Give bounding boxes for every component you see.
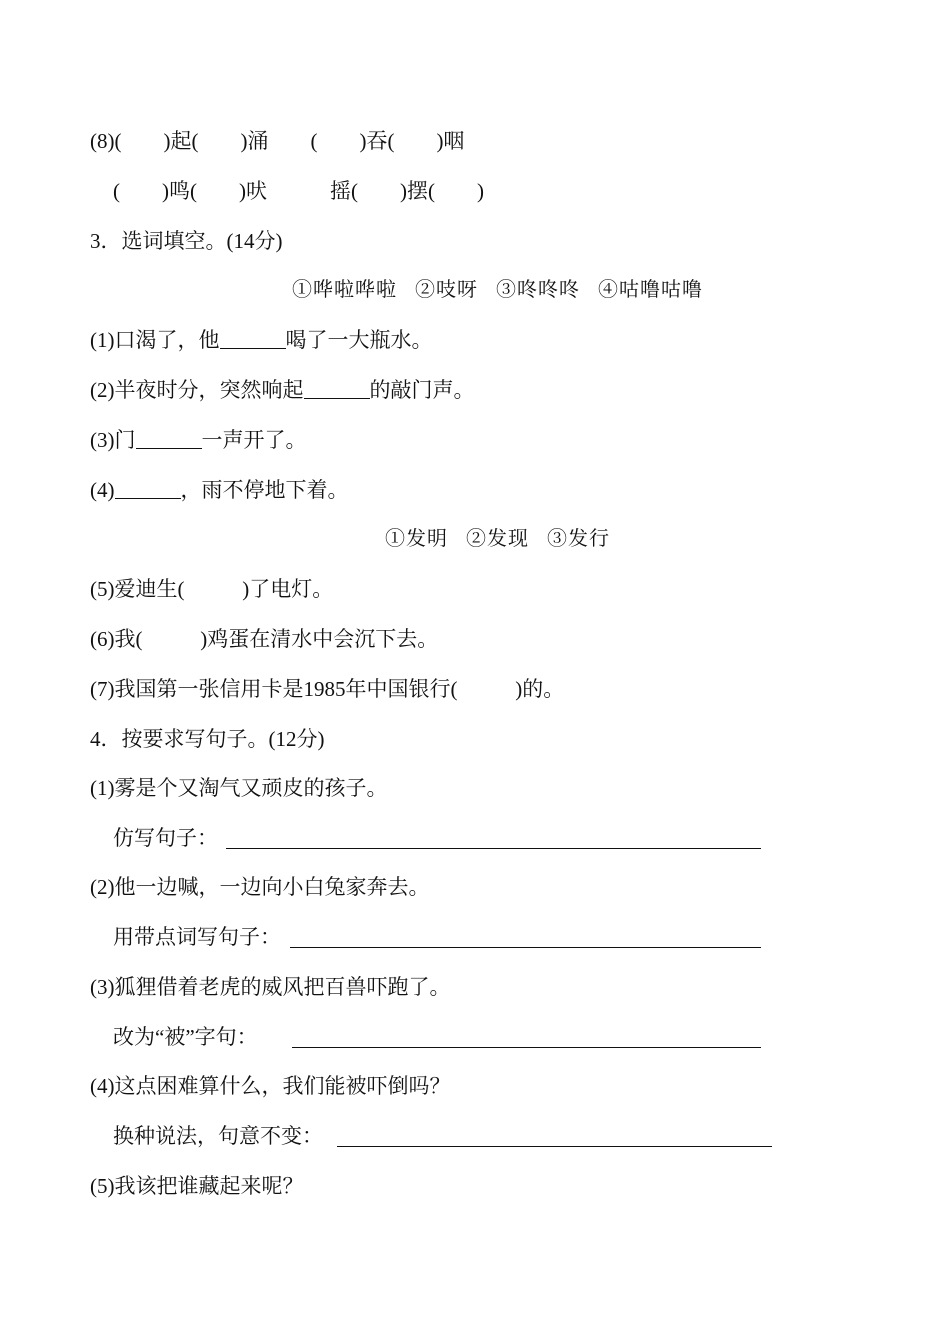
item-prefix: (4) — [90, 478, 115, 502]
answer-blank[interactable] — [115, 497, 181, 499]
q4-item-5-sentence: (5)我该把谁藏起来呢？ — [90, 1174, 304, 1198]
q3-options-b: ①发明 ②发现 ③发行 — [385, 528, 610, 550]
q4-item-2-sentence: (2)他一边喊，一边向小白兔家奔去。 — [90, 875, 430, 899]
q3-item-5: (5)爱迪生( )了电灯。 — [90, 577, 334, 601]
item-suffix: 的敲门声。 — [369, 378, 475, 402]
answer-blank[interactable] — [136, 447, 202, 449]
q3-item-2 — [90, 376, 475, 404]
item-prefix: (2)半夜时分，突然响起 — [90, 378, 304, 402]
q4-item-1-sentence: (1)雾是个又淘气又顽皮的孩子。 — [90, 776, 388, 800]
q3-heading: 3．选词填空。(14分) — [90, 229, 283, 253]
q4-item-2-prompt: 用带点词写句子： — [113, 925, 281, 949]
q3-item-7: (7)我国第一张信用卡是1985年中国银行( )的。 — [90, 677, 565, 701]
item-suffix: ，雨不停地下着。 — [180, 478, 349, 502]
q4-item-3-sentence: (3)狐狸借着老虎的威风把百兽吓跑了。 — [90, 975, 451, 999]
q4-heading: 4．按要求写句子。(12分) — [90, 727, 325, 751]
answer-blank[interactable] — [220, 347, 286, 349]
q3-item-6: (6)我( )鸡蛋在清水中会沉下去。 — [90, 627, 439, 651]
q4-item-1-answer-line[interactable] — [226, 848, 761, 849]
q4-item-3-answer-line[interactable] — [292, 1047, 761, 1048]
item-suffix: 一声开了。 — [201, 428, 307, 452]
item-suffix: 喝了一大瓶水。 — [285, 328, 433, 352]
q3-options-a: ①哗啦哗啦 ②吱呀 ③咚咚咚 ④咕噜咕噜 — [292, 279, 703, 301]
q2-item8-row1: (8)( )起( )涌 ( )吞( )咽 — [90, 129, 465, 153]
q4-item-4-sentence: (4)这点困难算什么，我们能被吓倒吗？ — [90, 1074, 451, 1098]
q4-item-4-answer-line[interactable] — [337, 1146, 772, 1147]
q4-item-4-prompt: 换种说法，句意不变： — [113, 1124, 323, 1148]
q4-item-2-answer-line[interactable] — [290, 947, 761, 948]
q4-item-1-prompt: 仿写句子： — [113, 826, 218, 850]
q4-item-3-prompt: 改为“被”字句： — [113, 1025, 258, 1049]
item-prefix: (3)门 — [90, 428, 136, 452]
q3-item-4 — [90, 476, 349, 504]
q2-item8-row2: ( )鸣( )吠 摇( )摆( ) — [113, 179, 484, 203]
q3-item-3 — [90, 426, 307, 454]
item-prefix: (1)口渴了，他 — [90, 328, 220, 352]
answer-blank[interactable] — [304, 397, 370, 399]
q3-item-1 — [90, 326, 433, 354]
